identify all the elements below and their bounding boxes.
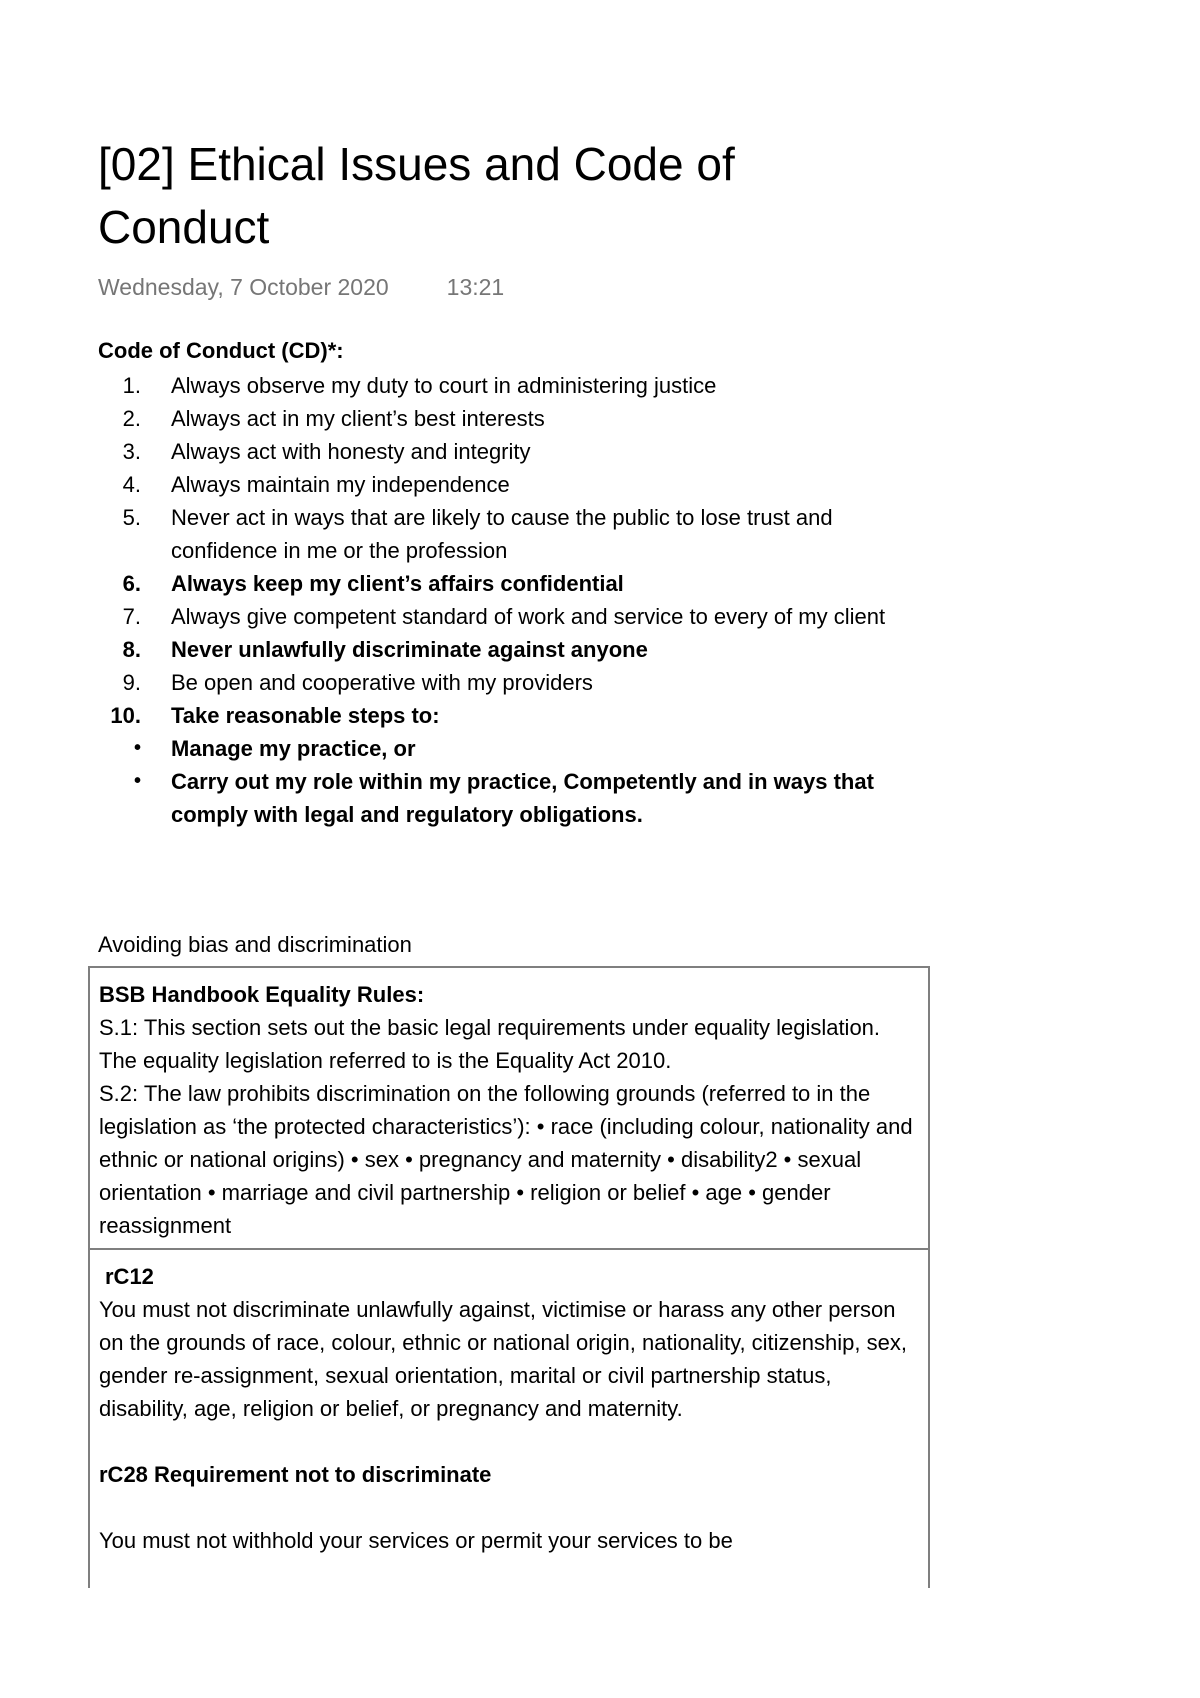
list-item-text: Never unlawfully discriminate against anyone — [171, 637, 648, 662]
list-item-text: Carry out my role within my practice, Competently and in ways that comply with legal and regulatory obligations. — [171, 769, 874, 827]
page-time: 13:21 — [446, 274, 505, 300]
list-item — [98, 633, 938, 666]
equality-rules-cell — [90, 968, 928, 1250]
rc12-text: You must not discriminate unlawfully against, victimise or harass any other person on the grounds of race, colour, ethnic or national origin, nationality, citizenship, sex, gender re-assignment, sexual orientation, marital or civil partnership status, disability, age, religion or belief, or pregnancy and maternity. — [99, 1297, 907, 1421]
list-item — [98, 666, 938, 699]
equality-rules-title: BSB Handbook Equality Rules: — [99, 982, 425, 1007]
list-item-text: Be open and cooperative with my providers — [171, 670, 593, 695]
page-bottom-margin — [0, 1588, 1200, 1698]
page-metadata — [98, 272, 504, 302]
code-of-conduct-heading: Code of Conduct (CD)*: — [98, 338, 344, 363]
list-item — [98, 765, 938, 831]
list-item — [98, 402, 938, 435]
list-item-text: Always act in my client’s best interests — [171, 406, 545, 431]
list-marker: 5. — [122, 505, 141, 530]
list-marker: 1. — [122, 373, 141, 398]
bias-section-heading: Avoiding bias and discrimination — [98, 932, 412, 957]
list-item-text: Always observe my duty to court in administering justice — [171, 373, 717, 398]
list-marker: 2. — [122, 406, 141, 431]
rule-s1-text: S.1: This section sets out the basic legal requirements under equality legislation. The equality legislation referred to is the Equality Act 2010. — [99, 1015, 881, 1073]
bullet-marker: • — [133, 737, 141, 759]
rc28-text: You must not withhold your services or permit your services to be — [99, 1528, 733, 1553]
list-item-text: Always act with honesty and integrity — [171, 439, 531, 464]
list-item-text: Never act in ways that are likely to cause the public to lose trust and confidence in me or the profession — [171, 505, 833, 563]
rc28-title: rC28 Requirement not to discriminate — [99, 1462, 492, 1487]
list-item — [98, 567, 938, 600]
list-item-text: Always maintain my independence — [171, 472, 510, 497]
spacer — [99, 1491, 920, 1524]
bullet-marker: • — [133, 770, 141, 792]
rule-s2-text: S.2: The law prohibits discrimination on the following grounds (referred to in the legislation as ‘the protected characteristics’): • race (including colour, nationality and ethnic or national origins) • sex • pregnancy and maternity • disability2 • sexual orientation • marriage and civil partnership • religion or belief • age • gender reassignment — [99, 1081, 913, 1238]
page-date: Wednesday, 7 October 2020 — [98, 274, 389, 300]
rc12-title: rC12 — [105, 1264, 154, 1289]
list-item-text: Always keep my client’s affairs confidential — [171, 571, 624, 596]
list-marker: 7. — [122, 604, 141, 629]
list-marker: 9. — [122, 670, 141, 695]
list-marker: 8. — [122, 637, 141, 662]
list-marker: 10. — [110, 703, 141, 728]
code-of-conduct-list — [98, 369, 938, 831]
list-marker: 4. — [122, 472, 141, 497]
spacer — [99, 1425, 920, 1458]
list-item-text: Take reasonable steps to: — [171, 703, 440, 728]
rc-rules-cell — [90, 1250, 928, 1567]
list-marker: 6. — [122, 571, 141, 596]
list-item — [98, 732, 938, 765]
list-item — [98, 369, 938, 402]
list-item-text: Manage my practice, or — [171, 736, 416, 761]
page-title: [02] Ethical Issues and Code of Conduct — [98, 138, 735, 253]
list-item — [98, 468, 938, 501]
list-item — [98, 501, 938, 567]
list-item — [98, 435, 938, 468]
list-marker: 3. — [122, 439, 141, 464]
list-item-text: Always give competent standard of work and service to every of my client — [171, 604, 886, 629]
list-item — [98, 600, 938, 633]
list-item — [98, 699, 938, 732]
